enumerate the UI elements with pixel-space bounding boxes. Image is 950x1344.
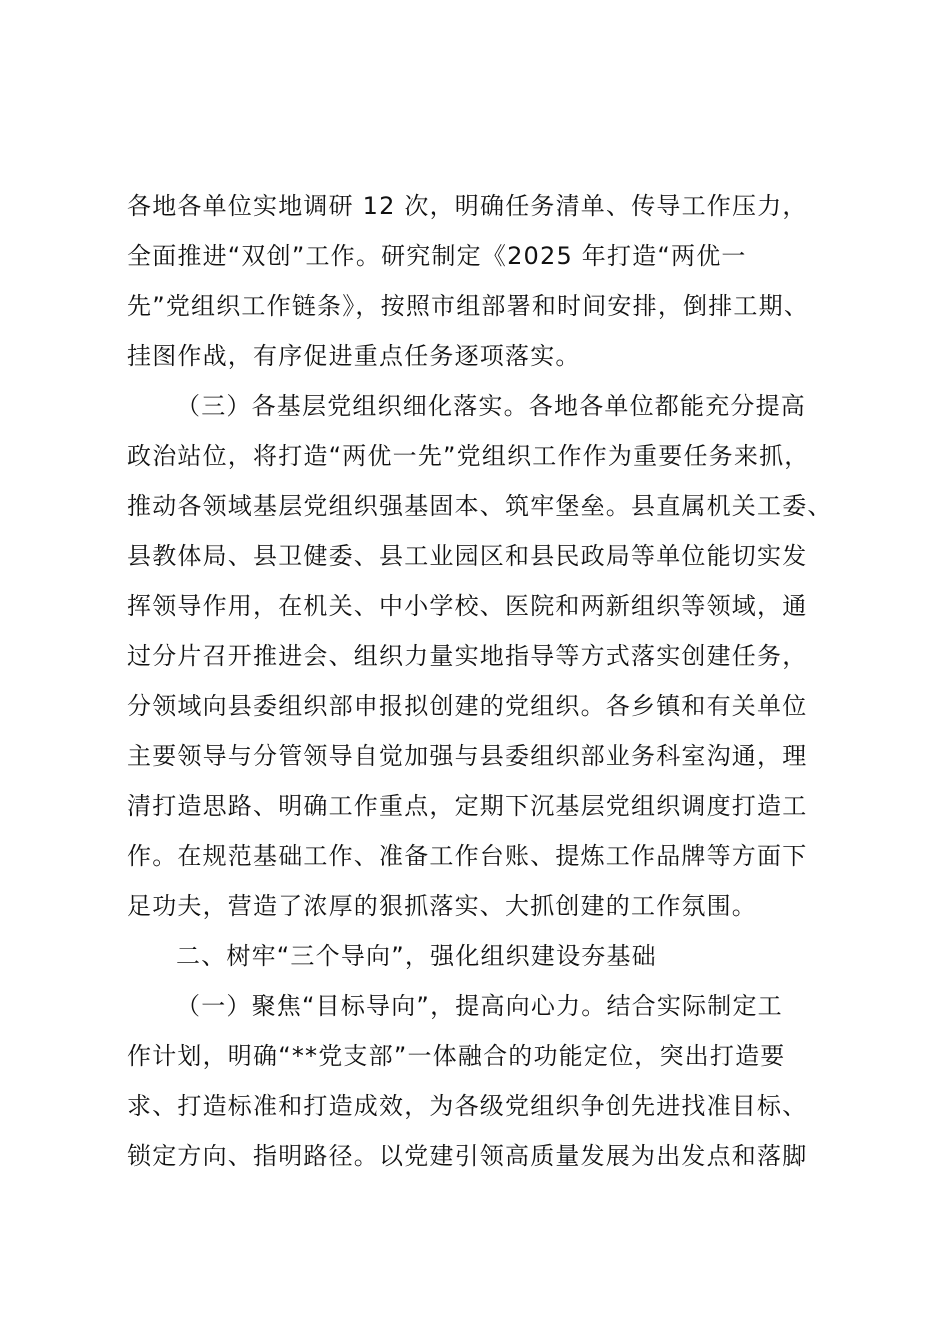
body-text-line: 过分片召开推进会、组织力量实地指导等方式落实创建任务， [127, 642, 808, 670]
body-text-line: 先”党组织工作链条》，按照市组部署和时间安排，倒排工期、 [127, 292, 810, 320]
body-text-line: 锁定方向、指明路径。以党建引领高质量发展为出发点和落脚 [127, 1142, 808, 1170]
body-text-line: 足功夫，营造了浓厚的狠抓落实、大抓创建的工作氛围。 [127, 892, 757, 920]
body-text-line: 各地各单位实地调研 12 次，明确任务清单、传导工作压力， [127, 192, 808, 220]
section-heading: 二、树牢“三个导向”，强化组织建设夯基础 [176, 942, 657, 970]
body-text-line: 挥领导作用，在机关、中小学校、医院和两新组织等领域，通 [127, 592, 808, 620]
body-text-line: 政治站位，将打造“两优一先”党组织工作作为重要任务来抓， [127, 442, 810, 470]
paragraph-start-line: （三）各基层党组织细化落实。各地各单位都能充分提高 [176, 392, 806, 420]
body-text-line: 全面推进“双创”工作。研究制定《2025 年打造“两优一 [127, 242, 747, 270]
body-text-line: 推动各领域基层党组织强基固本、筑牢堡垒。县直属机关工委、 [127, 492, 833, 520]
body-text-line: 求、打造标准和打造成效，为各级党组织争创先进找准目标、 [127, 1092, 808, 1120]
body-text-line: 县教体局、县卫健委、县工业园区和县民政局等单位能切实发 [127, 542, 808, 570]
body-text-line: 分领域向县委组织部申报拟创建的党组织。各乡镇和有关单位 [127, 692, 808, 720]
paragraph-start-line: （一）聚焦“目标导向”，提高向心力。结合实际制定工 [176, 992, 783, 1020]
body-text-line: 挂图作战，有序促进重点任务逐项落实。 [127, 342, 581, 370]
body-text-line: 主要领导与分管领导自觉加强与县委组织部业务科室沟通，理 [127, 742, 808, 770]
body-text-line: 清打造思路、明确工作重点，定期下沉基层党组织调度打造工 [127, 792, 808, 820]
body-text-line: 作计划，明确“**党支部”一体融合的功能定位，突出打造要 [127, 1042, 786, 1070]
body-text-line: 作。在规范基础工作、准备工作台账、提炼工作品牌等方面下 [127, 842, 808, 870]
